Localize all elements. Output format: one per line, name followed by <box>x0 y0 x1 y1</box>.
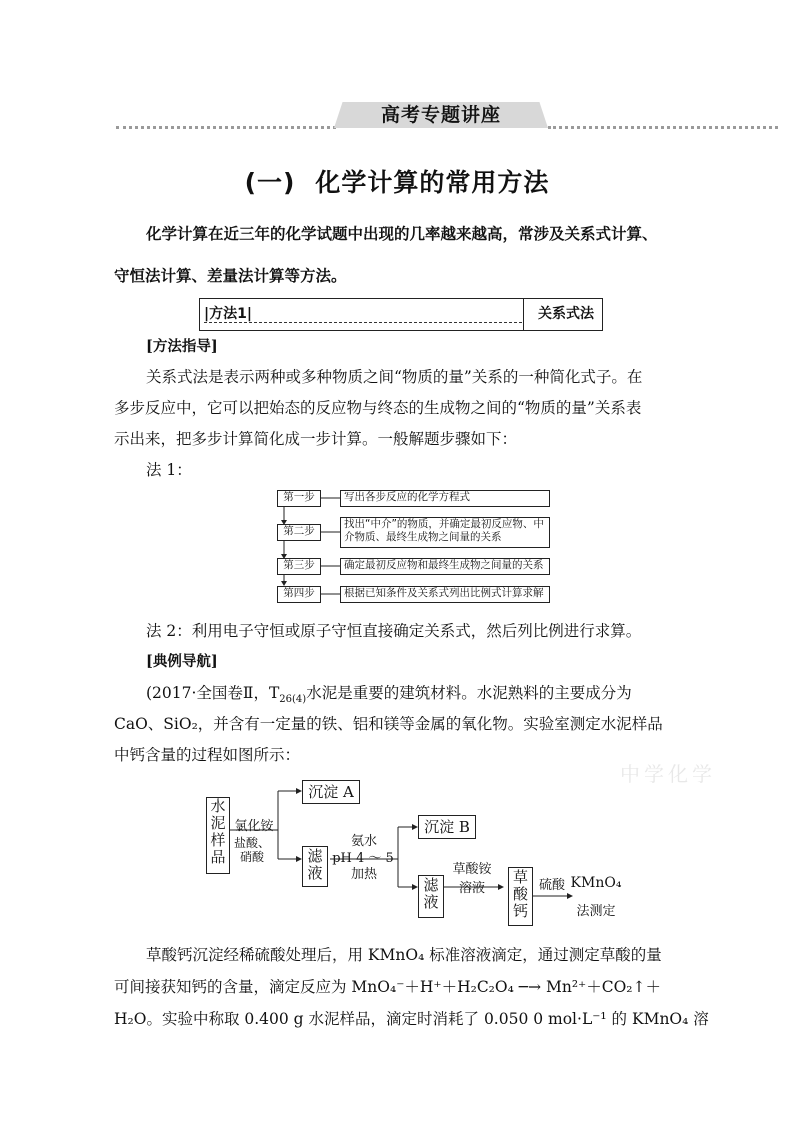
flow-oxalate-char-2: 酸 <box>512 885 528 903</box>
fa2-line: 法 2：利用电子守恒或原子守恒直接确定关系式，然后列比例进行求算。 <box>146 622 642 640</box>
flow-reagent2-bottom: 加热 <box>350 867 377 882</box>
flow-precip-b: 沉淀 B <box>418 815 476 839</box>
flow-filtrate1-char-2: 液 <box>307 864 323 882</box>
method-label: |方法1| <box>204 306 252 322</box>
guide-line-2: 多步反应中，它可以把始态的反应物与终态的生成物之间的“物质的量”关系表 <box>114 399 642 417</box>
example-heading: [典例导航] <box>146 653 218 670</box>
flow-reagent1-top: 氯化铵 <box>234 819 274 834</box>
example-source: (2017·全国卷Ⅱ，T <box>146 684 280 702</box>
step-1-label: 第一步 <box>277 490 321 507</box>
flow-filtrate2-char-2: 液 <box>423 893 439 911</box>
step-3-text: 确定最初反应物和最终生成物之间量的关系 <box>340 558 550 575</box>
flow-oxalate-char-3: 钙 <box>512 902 528 920</box>
step-4-text: 根据已知条件及关系式列出比例式计算求解 <box>340 586 550 603</box>
flow-precip-a: 沉淀 A <box>302 780 360 804</box>
flow-sample-box <box>206 797 230 874</box>
banner-title: 高考专题讲座 <box>380 104 501 126</box>
flow-oxalate-box <box>508 867 533 926</box>
flow-sample-char-2: 泥 <box>210 814 226 832</box>
closing-line-1: 草酸钙沉淀经稀硫酸处理后，用 KMnO₄ 标准溶液滴定，通过测定草酸的量 <box>146 946 662 964</box>
title-number: (一) <box>244 168 296 197</box>
guide-heading: [方法指导] <box>146 338 218 355</box>
flow-sample-char-1: 水 <box>210 797 226 815</box>
flow-filtrate2-box <box>418 875 444 918</box>
step-2-text: 找出“中介”的物质，并确定最初反应物、中介物质、最终生成物之间量的关系 <box>340 517 550 548</box>
flow-reagent3-top: 草酸铵 <box>452 862 492 877</box>
flow-reagent1-bottom: 盐酸、硝酸 <box>234 836 271 864</box>
example-source-sub: 26(4) <box>279 694 307 706</box>
flow-reagent3-bottom: 溶液 <box>458 881 485 896</box>
flow-filtrate1-char-1: 滤 <box>307 847 323 865</box>
example-line-3: 中钙含量的过程如图所示： <box>114 746 301 764</box>
step-1-text: 写出各步反应的化学方程式 <box>340 490 550 507</box>
flow-filtrate1-box <box>302 846 328 887</box>
fa1-label: 法 1： <box>146 461 192 479</box>
flow-sample-char-3: 样 <box>210 831 226 849</box>
title-text: 化学计算的常用方法 <box>315 168 550 197</box>
step-3-label: 第三步 <box>277 558 321 575</box>
flow-reagent2-top: 氨水 <box>350 834 377 849</box>
step-4-label: 第四步 <box>277 586 321 603</box>
guide-line-3: 示出来，把多步计算简化成一步计算。一般解题步骤如下： <box>114 430 518 448</box>
example-line-2: CaO、SiO₂，并含有一定量的铁、铝和镁等金属的氧化物。实验室测定水泥样品 <box>114 715 663 733</box>
closing-line-2: 可间接获知钙的含量，滴定反应为 MnO₄⁻＋H⁺＋H₂C₂O₄ ─→ Mn²⁺＋CO₂↑＋ <box>114 978 661 996</box>
intro-line-1: 化学计算在近三年的化学试题中出现的几率越来越高，常涉及关系式计算、 <box>146 224 658 243</box>
flow-oxalate-char-1: 草 <box>512 868 528 886</box>
flow-reagent4-formula: KMnO₄ <box>570 875 622 891</box>
watermark: 中学化学 <box>620 762 716 786</box>
flow-sample-char-4: 品 <box>210 848 226 866</box>
example-text-1: 水泥是重要的建筑材料。水泥熟料的主要成分为 <box>306 684 632 702</box>
flow-reagent4-bottom: 法测定 <box>576 904 616 919</box>
closing-line-3: H₂O。实验中称取 0.400 g 水泥样品，滴定时消耗了 0.050 0 mol·L⁻¹ 的 KMnO₄ 溶 <box>114 1010 709 1028</box>
method-name: 关系式法 <box>538 306 594 322</box>
flow-reagent4-top: 硫酸 <box>538 878 565 893</box>
flow-filtrate2-char-1: 滤 <box>423 876 439 894</box>
guide-line-1: 关系式法是表示两种或多种物质之间“物质的量”关系的一种简化式子。在 <box>146 368 643 386</box>
step-2-label: 第二步 <box>277 524 321 541</box>
intro-line-2: 守恒法计算、差量法计算等方法。 <box>114 266 347 285</box>
flow-reagent2-mid: pH 4 ～ 5 <box>332 851 394 866</box>
